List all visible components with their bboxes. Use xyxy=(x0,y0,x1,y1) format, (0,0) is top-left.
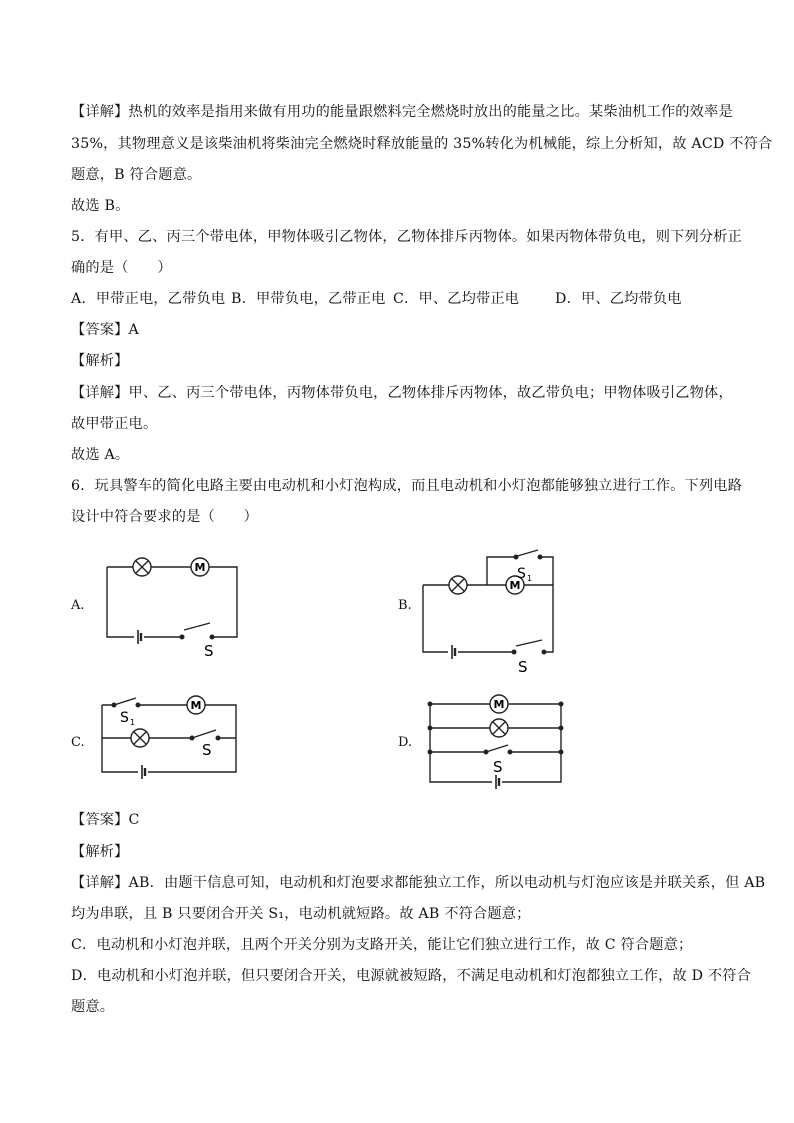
switch-label: S xyxy=(204,642,214,660)
explanation-line: 题意，B 符合题意。 xyxy=(71,167,202,183)
explanation-6: 【详解】AB．由题干信息可知，电动机和灯泡要求都能独立工作，所以电动机与灯泡应该是并联关系，但 AB xyxy=(71,875,766,891)
circuit-d-label: D. xyxy=(398,735,413,750)
answer-6: 【答案】C xyxy=(71,812,140,828)
circuit-b-diagram xyxy=(420,540,570,675)
question-5-stem: 5．有甲、乙、丙三个带电体，甲物体吸引乙物体，乙物体排斥丙物体。如果丙物体带负电，则下列分析正 xyxy=(71,229,743,245)
circuit-d-diagram xyxy=(424,690,574,795)
explanation-line: 35%，其物理意义是该柴油机将柴油完全燃烧时释放能量的 35%转化为机械能，综上分析知，故 ACD 不符合 xyxy=(71,136,773,152)
explanation-5: 【详解】甲、乙、丙三个带电体，丙物体带负电，乙物体排斥丙物体，故乙带负电；甲物体吸引乙物体， xyxy=(71,385,733,401)
circuit-b-label: B. xyxy=(398,598,412,613)
switch-s1-subscript: 1 xyxy=(130,718,136,727)
conclusion-line: 故选 B。 xyxy=(71,198,130,214)
circuit-a-diagram xyxy=(100,552,245,662)
switch-label: S xyxy=(493,758,503,776)
option-b: B．甲带负电，乙带正电 xyxy=(231,291,386,307)
analysis-5-heading: 【解析】 xyxy=(71,353,129,369)
question-6-stem: 6．玩具警车的简化电路主要由电动机和小灯泡构成，而且电动机和小灯泡都能够独立进行工作。下列电路 xyxy=(71,478,743,494)
option-c: C．甲、乙均带正电 xyxy=(393,291,520,307)
question-6-stem: 设计中符合要求的是（ ） xyxy=(71,509,259,525)
explanation-6: 均为串联，且 B 只要闭合开关 S₁，电动机就短路。故 AB 不符合题意； xyxy=(71,906,531,922)
explanation-6: 题意。 xyxy=(71,999,115,1015)
switch-s1-label: S xyxy=(517,566,526,582)
circuit-a-label: A. xyxy=(71,598,85,613)
explanation-6: C．电动机和小灯泡并联，且两个开关分别为支路开关，能让它们独立进行工作，故 C 符合题意； xyxy=(71,937,693,953)
question-5-stem: 确的是（ ） xyxy=(71,260,172,276)
motor-symbol: M xyxy=(509,579,521,592)
switch-s1-label: S xyxy=(120,710,129,726)
circuit-c-label: C. xyxy=(71,735,85,750)
motor-symbol: M xyxy=(194,561,206,574)
explanation-5: 故甲带正电。 xyxy=(71,416,158,432)
switch-label: S xyxy=(202,741,212,759)
question-5-options xyxy=(71,289,724,309)
answer-5: 【答案】A xyxy=(71,322,139,338)
switch-s1-subscript: 1 xyxy=(527,574,533,583)
analysis-6-heading: 【解析】 xyxy=(71,844,129,860)
option-d: D．甲、乙均带负电 xyxy=(555,291,682,307)
explanation-6: D．电动机和小灯泡并联，但只要闭合开关，电源就被短路，不满足电动机和灯泡都独立工作，故 D 不符合 xyxy=(71,968,752,984)
option-a: A．甲带正电，乙带负电 xyxy=(71,291,226,307)
motor-symbol: M xyxy=(493,698,505,711)
motor-symbol: M xyxy=(190,699,202,712)
conclusion-5: 故选 A。 xyxy=(71,447,130,463)
explanation-line: 【详解】热机的效率是指用来做有用功的能量跟燃料完全燃烧时放出的能量之比。某柴油机工作的效率是 xyxy=(71,104,733,120)
switch-label: S xyxy=(518,658,528,675)
circuit-c-diagram xyxy=(96,690,246,790)
